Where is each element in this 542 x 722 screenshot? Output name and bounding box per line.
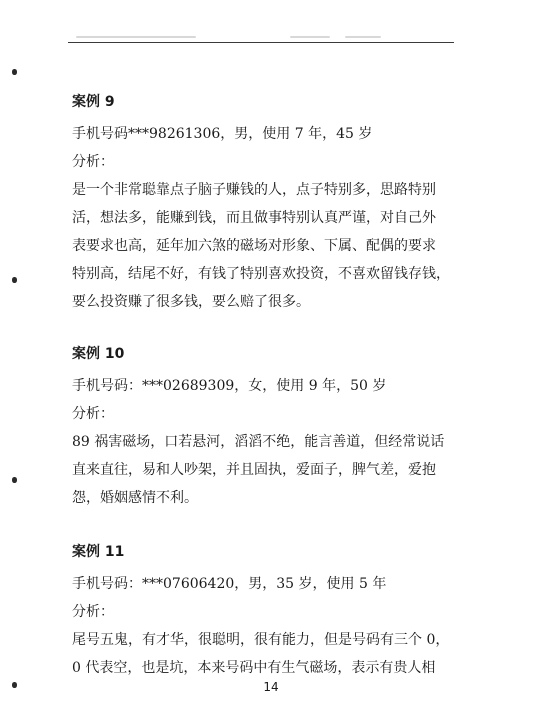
analysis-line: 怨，婚姻感情不利。 bbox=[72, 490, 198, 506]
header-faded-text bbox=[345, 36, 381, 38]
analysis-line: 89 祸害磁场，口若悬河，滔滔不绝，能言善道，但经常说话 bbox=[72, 434, 445, 450]
case-block bbox=[72, 542, 462, 682]
binder-hole-mark bbox=[12, 277, 17, 283]
phone-info: 手机号码***98261306，男，使用 7 年，45 岁 bbox=[72, 126, 373, 142]
analysis-line: 是一个非常聪靠点子脑子赚钱的人，点子特别多，思路特别 bbox=[72, 182, 436, 198]
analysis-line: 活，想法多，能赚到钱，而且做事特别认真严谨，对自己外 bbox=[72, 210, 436, 226]
phone-info: 手机号码：***02689309，女，使用 9 年，50 岁 bbox=[72, 378, 387, 394]
analysis-label: 分析： bbox=[72, 154, 114, 170]
analysis-line: 要么投资赚了很多钱，要么赔了很多。 bbox=[72, 294, 310, 310]
case-block bbox=[72, 92, 462, 316]
analysis-line: 0 代表空，也是坑，本来号码中有生气磁场，表示有贵人相 bbox=[72, 660, 436, 676]
case-block bbox=[72, 344, 462, 512]
header-faded-text bbox=[290, 36, 330, 38]
case-title: 案例 11 bbox=[72, 544, 125, 560]
header-rule bbox=[68, 42, 454, 43]
binder-hole-mark bbox=[12, 477, 17, 483]
analysis-label: 分析： bbox=[72, 406, 114, 422]
binder-hole-mark bbox=[12, 69, 17, 75]
analysis-line: 直来直往，易和人吵架，并且固执，爱面子，脾气差，爱抱 bbox=[72, 462, 436, 478]
page-number: 14 bbox=[263, 680, 279, 694]
header-faded-text bbox=[76, 36, 196, 38]
case-title: 案例 10 bbox=[72, 346, 125, 362]
analysis-line: 尾号五鬼，有才华，很聪明，很有能力，但是号码有三个 0， bbox=[72, 632, 450, 648]
analysis-label: 分析： bbox=[72, 604, 114, 620]
analysis-line: 特别高，结尾不好，有钱了特别喜欢投资，不喜欢留钱存钱， bbox=[72, 266, 450, 282]
case-title: 案例 9 bbox=[72, 94, 115, 110]
analysis-line: 表要求也高，延年加六煞的磁场对形象、下属、配偶的要求 bbox=[72, 238, 436, 254]
phone-info: 手机号码：***07606420，男，35 岁，使用 5 年 bbox=[72, 576, 387, 592]
